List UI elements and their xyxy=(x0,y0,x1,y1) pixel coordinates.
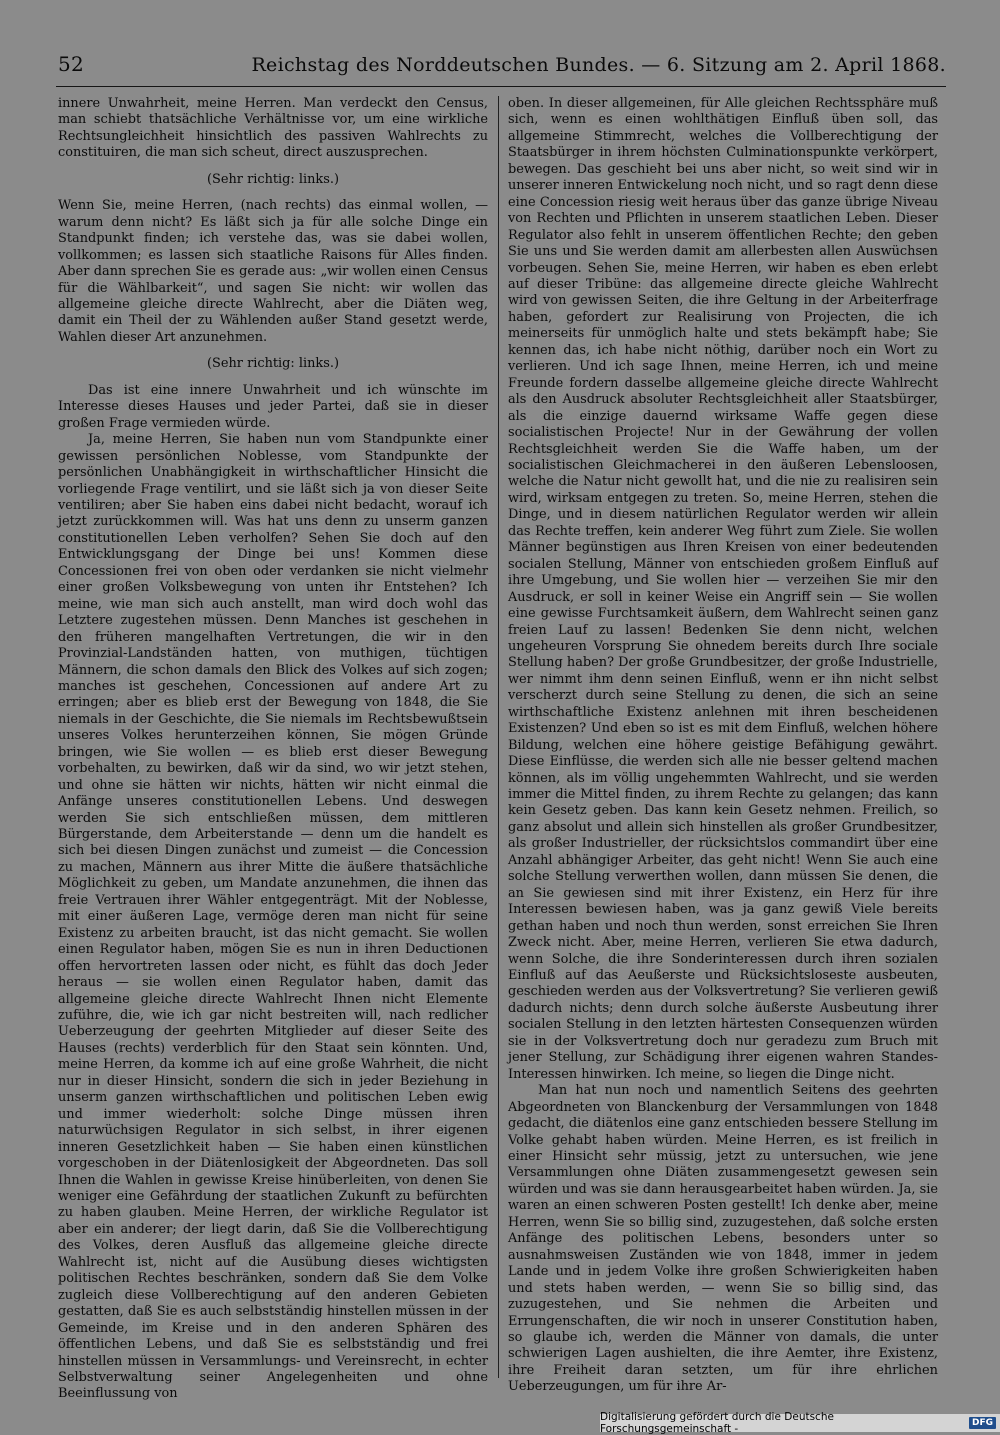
digitization-credit xyxy=(600,1411,1000,1435)
paragraph: Man hat nun noch und namentlich Seitens des geehrten Abgeordneten von Blanckenburg der Versammlungen von 1848 gedacht, die diätenlos eine ganz entschieden bessere Stellung im Volke gehabt haben würden. Meine Herren, es ist freilich in einer Hinsicht sehr müssig, jetzt zu untersuchen, wie jene Versammlungen ohne Diäten zusammengesetzt gewesen sein würden und was sie dann herausgearbeitet haben würden. Ja, sie waren an einen schweren Posten gestellt! Ich denke aber, meine Herren, wenn Sie so billig sind, zuzugestehen, daß solche ersten Anfänge des politischen Lebens, besonders unter so ausnahmsweisen Zuständen wie von 1848, immer in jedem Lande und in jedem Volke ihre großen Schwierigkeiten haben und stets haben werden, — wenn Sie so billig sind, das zuzugestehen, und Sie nehmen die Arbeiten und Errungenschaften, die wir noch in unserer Constitution haben, so glaube ich, werden die Männer von damals, die unter schwierigen Lagen aushielten, die ihre Aemter, ihre Existenz, ihre Freiheit daran setzten, um für ihre ehrlichen Ueberzeugungen, um für ihre Ar- xyxy=(508,1083,938,1395)
page-header xyxy=(58,52,946,80)
paragraph: Ja, meine Herren, Sie haben nun vom Standpunkte einer gewissen persönlichen Noblesse, vom Standpunkte der persönlichen Unabhängigkeit in wirthschaftlicher Hinsicht die vorliegende Frage ventilirt, und sie läßt sich ja von dieser Seite ventiliren; aber Sie haben eins dabei nicht bedacht, worauf ich jetzt zurückkommen will. Was hat uns denn zu unserm ganzen constitutionellen Leben verholfen? Sehen Sie doch auf den Entwicklungsgang der Dinge bei uns! Kommen diese Concessionen frei von oben oder verdanken sie nicht vielmehr einer großen Volksbewegung von unten ihr Entstehen? Ich meine, wie man sich auch anstellt, man wird doch wohl das Letztere zugestehen müssen. Denn Manches ist geschehen in den früheren mangelhaften Vertretungen, die wir in den Provinzial-Landständen hatten, von muthigen, tüchtigen Männern, die schon damals den Blick des Volkes auf sich zogen; manches ist geschehen, Concessionen auf andere Art zu erringen; aber es blieb erst der Bewegung von 1848, die Sie niemals in der Geschichte, die Sie niemals im Rechtsbewußtsein unseres Volkes herunterzeihen können, Sie mögen Gründe bringen, wie Sie wollen — es blieb erst dieser Bewegung vorbehalten, zu bewirken, daß wir da sind, wo wir jetzt stehen, und ohne sie hätten wir nichts, hätten wir nicht einmal die Anfänge unseres constitutionellen Lebens. Und deswegen werden Sie sich entschließen müssen, dem mittleren Bürgerstande, dem Arbeiterstande — denn um die handelt es sich bei diesen Dingen zunächst und zumeist — die Concession zu machen, Männern aus ihrer Mitte die äußere thatsächliche Möglichkeit zu geben, um Mandate anzunehmen, die ihnen das freie Vertrauen ihrer Wähler entgegenträgt. Mit der Noblesse, mit einer äußeren Lage, vermöge deren man nicht für seine Existenz zu arbeiten braucht, ist das nicht gemacht. Sie wollen einen Regulator haben, mögen Sie es nun in ihren Deductionen offen hervortreten lassen oder nicht, es fühlt das doch Jeder heraus — sie wollen einen Regulator haben, damit das allgemeine gleiche directe Wahlrecht Ihnen nicht Elemente zuführe, die, wie ich gar nicht bestreiten will, nach redlicher Ueberzeugung der geehrten Mitglieder auf dieser Seite des Hauses (rechts) verderblich für den Staat sein könnten. Und, meine Herren, da komme ich auf eine große Wahrheit, die nicht nur in dieser Hinsicht, sondern die sich in jeder Beziehung in unserm ganzen wirthschaftlichen und politischen Leben ewig und immer wiederholt: solche Dinge müssen ihren naturwüchsigen Regulator in sich selbst, in ihrer eigenen inneren Gesetzlichkeit haben — Sie haben einen künstlichen vorgeschoben in der Diätenlosigkeit der Abgeordneten. Das soll Ihnen die Wahlen in gewisse Kreise hinüberleiten, von denen Sie weniger eine Gefährdung der staatlichen Zukunft zu befürchten zu haben glauben. Meine Herren, der wirkliche Regulator ist aber ein anderer; der liegt darin, daß Sie die Vollberechtigung des Volkes, deren Ausfluß das allgemeine gleiche directe Wahlrecht ist, nicht auf die Ausübung dieses wichtigsten politischen Rechtes beschränken, sondern daß Sie dem Volke zugleich diese Vollberechtigung auf den anderen Gebieten gestatten, daß Sie es auch selbstständig hinstellen müssen in der Gemeinde, im Kreise und in den anderen Sphären des öffentlichen Lebens, und daß Sie es selbstständig und frei hinstellen müssen in Versammlungs- und Vereinsrecht, in echter Selbstverwaltung seiner Angelegenheiten und ohne Beeinflussung von xyxy=(58,432,488,1402)
page-number: 52 xyxy=(58,52,85,76)
left-column xyxy=(58,96,488,1403)
interjection: (Sehr richtig: links.) xyxy=(207,356,339,372)
column-divider xyxy=(498,96,499,1378)
dfg-logo: DFG xyxy=(969,1417,996,1429)
right-column xyxy=(508,96,938,1396)
paragraph: Wenn Sie, meine Herren, (nach rechts) das einmal wollen, — warum denn nicht? Es läßt sich ja für alle solche Dinge ein Standpunkt finden; ich verstehe das, was sie dabei wollen, vollkommen; es lassen sich staatliche Raisons für Alles finden. Aber dann sprechen Sie es gerade aus: „wir wollen einen Census für die Wählbarkeit“, und sagen Sie nicht: wir wollen das allgemeine gleiche directe Wahlrecht, aber die Diäten weg, damit ein Theil der zu Wählenden außer Stand gesetzt werde, Wahlen dieser Art anzunehmen. xyxy=(58,198,488,345)
running-title: Reichstag des Norddeutschen Bundes. — 6. Sitzung am 2. April 1868. xyxy=(251,54,946,76)
paragraph: oben. In dieser allgemeinen, für Alle gleichen Rechtssphäre muß sich, wenn es einen wohlthätigen Einfluß üben soll, das allgemeine Stimmrecht, welches die Vollberechtigung der Staatsbürger in ihrem höchsten Culminationspunkte verkörpert, bewegen. Das geschieht bei uns aber nicht, so weit sind wir in unserer inneren Entwickelung noch nicht, und so ragt denn diese eine Concession riesig weit heraus über das ganze übrige Niveau von Rechten und Pflichten in unserem staatlichen Leben. Dieser Regulator also fehlt in unserem öffentlichen Rechte; den geben Sie uns und Sie werden damit am allerbesten allen Auswüchsen vorbeugen. Sehen Sie, meine Herren, wir haben es eben erlebt auf dieser Tribüne: das allgemeine directe gleiche Wahlrecht wird von gewissen Seiten, die ihre Geltung in der Arbeiterfrage haben, gefordert zur Realisirung von Projecten, die ich meinerseits für unmöglich halte und stets bekämpft habe; Sie kennen das, ich habe nicht nöthig, darüber noch ein Wort zu verlieren. Und ich sage Ihnen, meine Herren, ich und meine Freunde fordern dasselbe allgemeine gleiche directe Wahlrecht als den Ausdruck absoluter Rechtsgleichheit aller Staatsbürger, als die einzige dauernd wirksame Waffe gegen diese socialistischen Projecte! Nur in der Gewährung der vollen Rechtsgleichheit werden Sie die Waffe haben, um der socialistischen Gleichmacherei in den äußeren Lebensloosen, welche die Natur nicht gewollt hat, und die nie zu realisiren sein wird, wirksam entgegen zu treten. So, meine Herren, stehen die Dinge, und in diesem natürlichen Regulator werden wir allein das Rechte treffen, kein anderer Weg führt zum Ziele. Sie wollen Männer begünstigen aus Ihren Kreisen von einer bedeutenden socialen Stellung, Männer von entschieden großem Einfluß auf ihre Umgebung, und Sie wollen hier — verzeihen Sie mir den Ausdruck, er soll in keiner Weise ein Angriff sein — Sie wollen eine gewisse Furchtsamkeit äußern, dem Wahlrecht seinen ganz freien Lauf zu lassen! Bedenken Sie denn nicht, welchen ungeheuren Vorsprung Sie ohnedem bereits durch Ihre sociale Stellung haben? Der große Grundbesitzer, der große Industrielle, wer nimmt ihm denn seinen Einfluß, wenn er ihn nicht selbst verscherzt durch seine Stellung zu denen, die sich an seine wirthschaftliche Existenz anlehnen mit ihren bescheidenen Existenzen? Und eben so ist es mit dem Einfluß, welchen höhere Bildung, welchen eine höhere geistige Befähigung gewährt. Diese Einflüsse, die werden sich alle nie besser geltend machen können, als im völlig ungehemmten Wahlrecht, und sie werden immer die Mittel finden, zu ihrem Rechte zu gelangen; das kann kein Gesetz geben. Das kann kein Gesetz nehmen. Freilich, so ganz absolut und allein sich hinstellen als großer Grundbesitzer, als großer Industrieller, der rücksichtslos commandirt über eine Anzahl abhängiger Arbeiter, das geht nicht! Wenn Sie auch eine solche Stellung verwerthen wollen, dann müssen Sie denen, die an Sie gewiesen sind mit ihrer Existenz, ein Herz für ihre Interessen bewiesen haben, was ja ganz gewiß Viele bereits gethan haben und noch thun werden, sonst erreichen Sie Ihren Zweck nicht. Aber, meine Herren, verlieren Sie etwa dadurch, wenn Solche, die ihre Sonderinteressen durch ihren sozialen Einfluß auf das Aeußerste und Rücksichtsloseste ausbeuten, geschieden werden aus der Volksvertretung? Sie verlieren gewiß dadurch nichts; denn durch solche äußerste Ausbeutung ihrer socialen Stellung in den letzten härtesten Consequenzen würden sie in der Volksvertretung doch nur geradezu zum Bruch mit jener Stellung, zur Schädigung ihrer eigenen wahren Standes-Interessen hinwirken. Ich meine, so liegen die Dinge nicht. xyxy=(508,96,938,1082)
header-rule xyxy=(56,86,946,87)
paragraph: Das ist eine innere Unwahrheit und ich wünschte im Interesse dieses Hauses und jeder Partei, daß sie in dieser großen Frage vermieden würde. xyxy=(58,382,488,431)
credit-text: Digitalisierung gefördert durch die Deutsche Forschungsgemeinschaft - xyxy=(600,1411,834,1435)
paragraph: innere Unwahrheit, meine Herren. Man verdeckt den Census, man schiebt thatsächliche Verhältnisse vor, um eine wirkliche Rechtsungleichheit hinsichtlich des passiven Wahlrechts zu constituiren, die man sich scheut, direct auszusprechen. xyxy=(58,96,488,161)
interjection: (Sehr richtig: links.) xyxy=(207,171,339,187)
